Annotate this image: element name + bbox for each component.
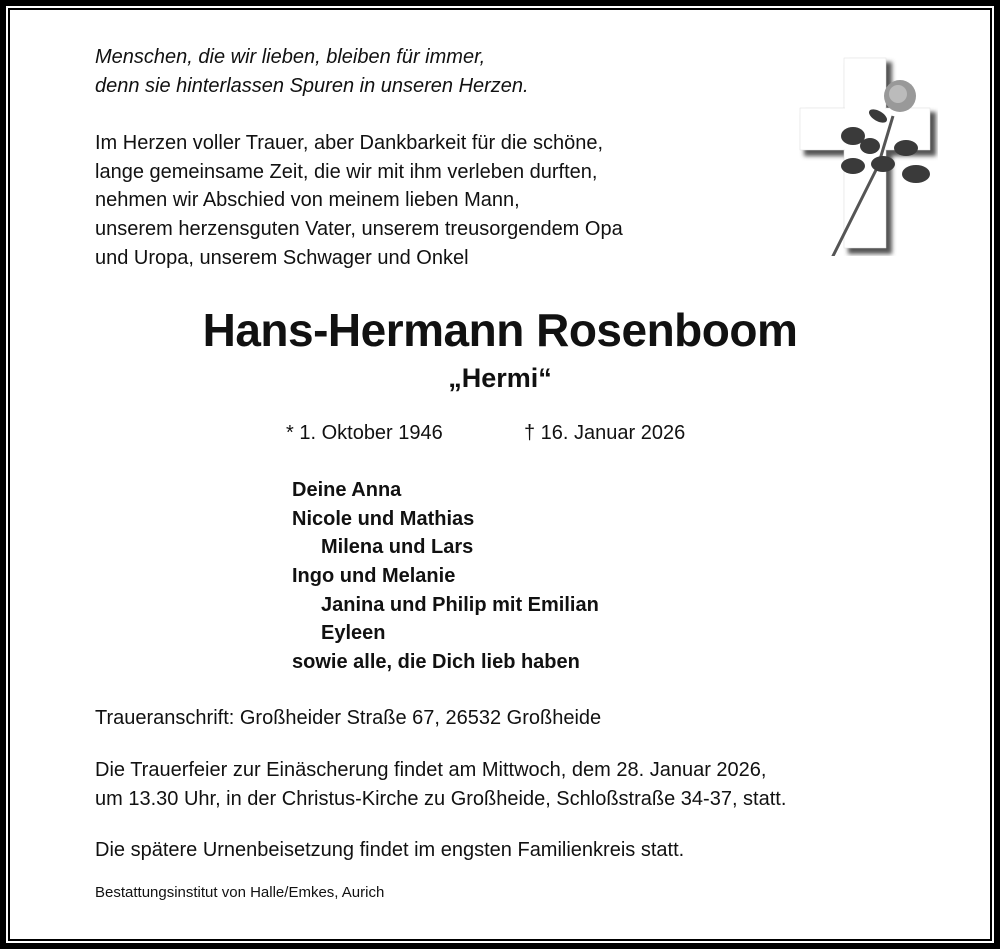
cross-with-rose-icon [798, 56, 938, 256]
birth-date: * 1. Oktober 1946 [286, 422, 443, 444]
ceremony-line: Die Trauerfeier zur Einäscherung findet am Mittwoch, dem 28. Januar 2026, [95, 759, 767, 781]
ceremony-line: um 13.30 Uhr, in der Christus-Kirche zu Großheide, Schloßstraße 34-37, statt. [95, 788, 787, 810]
mourning-address: Traueranschrift: Großheider Straße 67, 26532 Großheide [95, 707, 602, 729]
burial-info: Die spätere Urnenbeisetzung findet im engsten Familienkreis statt. [95, 839, 685, 861]
nickname: „Hermi“ [448, 363, 552, 393]
intro-line: unserem herzensguten Vater, unserem treusorgendem Opa [95, 218, 623, 240]
mourner: Janina und Philip mit Emilian [321, 594, 599, 616]
death-date: † 16. Januar 2026 [524, 422, 686, 444]
intro-line: und Uropa, unserem Schwager und Onkel [95, 247, 469, 269]
mourner: Milena und Lars [321, 536, 474, 558]
undertaker: Bestattungsinstitut von Halle/Emkes, Aurich [95, 884, 385, 901]
mourner: Nicole und Mathias [292, 508, 475, 530]
mourner: sowie alle, die Dich lieb haben [292, 651, 580, 673]
deceased-name: Hans-Hermann Rosenboom [202, 304, 798, 356]
intro-line: nehmen wir Abschied von meinem lieben Mann, [95, 189, 520, 211]
mourner: Ingo und Melanie [292, 565, 456, 587]
quote-line-2: denn sie hinterlassen Spuren in unseren Herzen. [95, 75, 529, 97]
quote-line-1: Menschen, die wir lieben, bleiben für immer, [95, 46, 486, 68]
mourner: Deine Anna [292, 479, 402, 501]
intro-line: Im Herzen voller Trauer, aber Dankbarkeit für die schöne, [95, 132, 604, 154]
intro-line: lange gemeinsame Zeit, die wir mit ihm verleben durften, [95, 161, 598, 183]
mourner: Eyleen [321, 622, 386, 644]
